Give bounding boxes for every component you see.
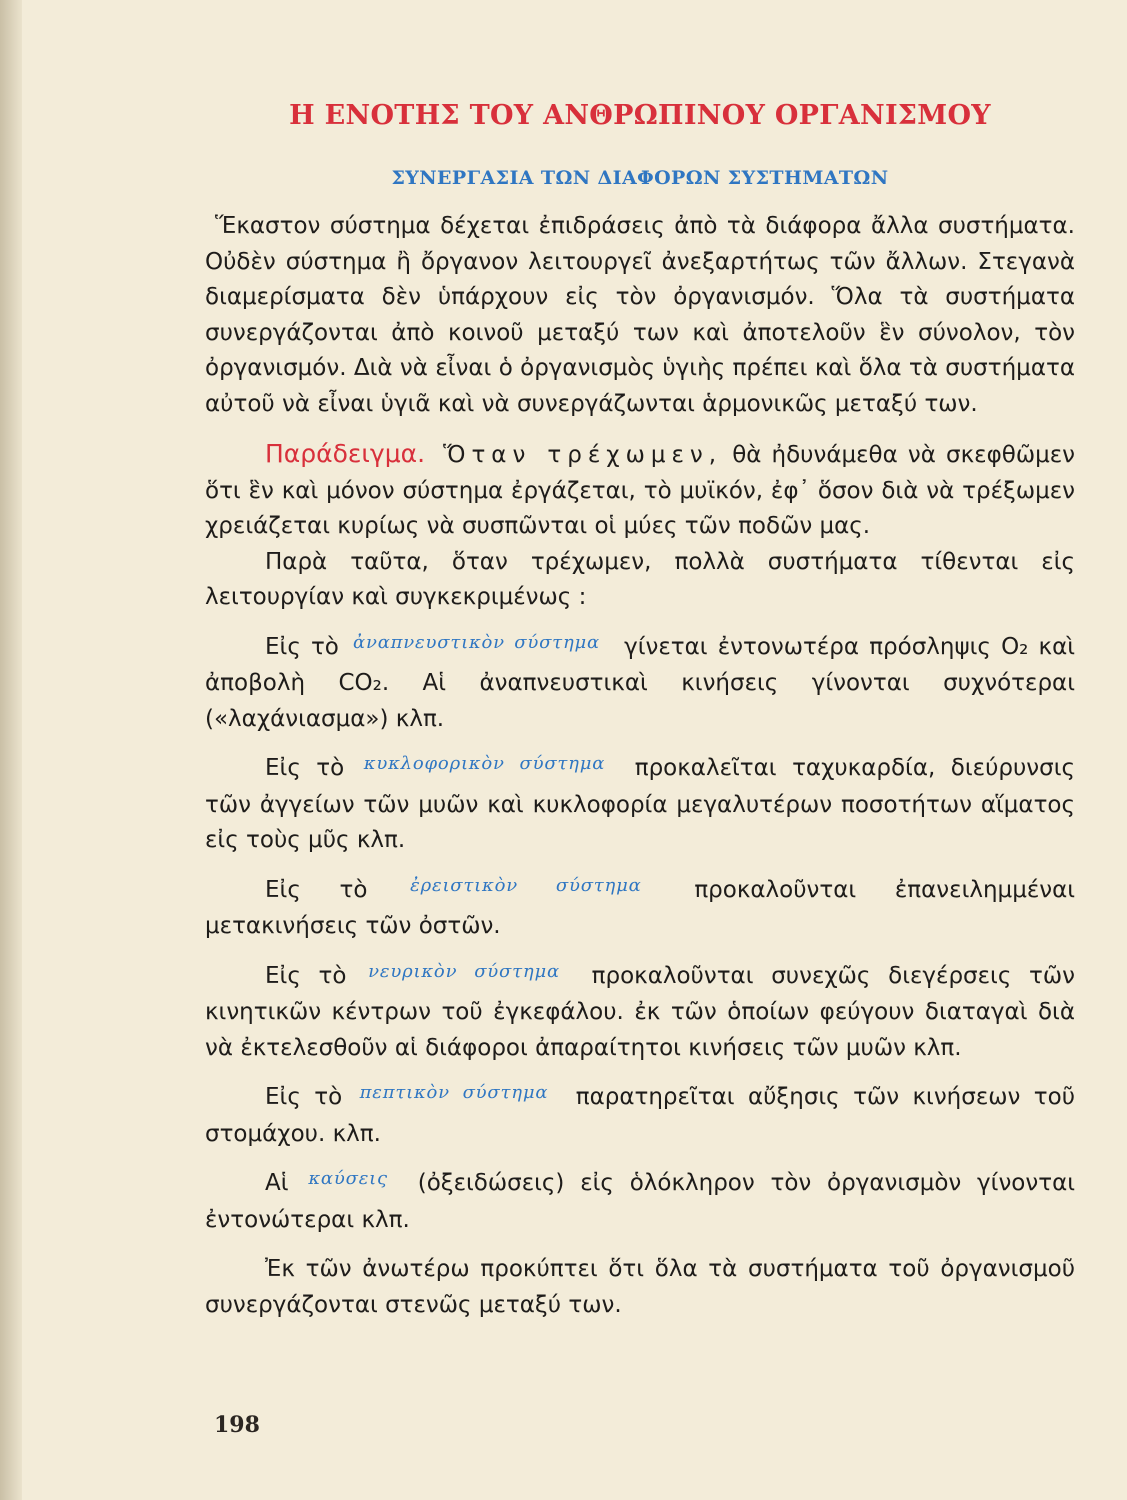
system-item-skeletal [205, 873, 1075, 945]
item-prefix: Εἰς τὸ [265, 876, 368, 903]
system-term: ἀναπνευστικὸν σύστημα [353, 631, 600, 653]
item-text: γίνεται ἐντονωτέρα πρόσληψις O₂ καὶ ἀποβολὴ CO₂. Αἱ ἀναπνευστικαὶ κινήσεις γίνονται συχνότεραι («λαχάνιασμα») κλπ. [205, 633, 1076, 732]
body-text [205, 209, 1075, 1323]
system-item-circulatory [205, 751, 1075, 859]
page-binding-edge [0, 0, 22, 1500]
system-item-respiratory [205, 630, 1075, 738]
system-term: νευρικὸν σύστημα [368, 960, 560, 982]
system-item-digestive [205, 1080, 1075, 1152]
system-term: καύσεις [308, 1168, 388, 1189]
section-subtitle: ΣΥΝΕΡΓΑΣΙΑ ΤΩΝ ΔΙΑΦΟΡΩΝ ΣΥΣΤΗΜΑΤΩΝ [391, 167, 889, 189]
system-term: πεπτικὸν σύστημα [359, 1082, 549, 1103]
conclusion-paragraph: Ἐκ τῶν ἀνωτέρω προκύπτει ὅτι ὅλα τὰ συστήματα τοῦ ὀργανισμοῦ συνεργάζονται στενῶς μεταξύ των. [205, 1256, 1075, 1318]
chapter-title: Η ΕΝΟΤΗΣ ΤΟΥ ΑΝΘΡΩΠΙΝΟΥ ΟΡΓΑΝΙΣΜΟΥ [289, 100, 991, 131]
item-text: προκαλοῦνται συνεχῶς διεγέρσεις τῶν κινητικῶν κέντρων τοῦ ἐγκεφάλου. ἐκ τῶν ὁποίων φεύγουν διαταγαὶ διὰ νὰ ἐκτελεσθοῦν αἱ διάφοροι ἀπαραίτητοι κινήσεις τῶν μυῶν κλπ. [205, 962, 1075, 1061]
item-prefix: Εἰς τὸ [265, 962, 347, 989]
system-item-combustion [205, 1166, 1075, 1238]
lead-paragraph: Παρὰ ταῦτα, ὅταν τρέχωμεν, πολλὰ συστήματα τίθενται εἰς λειτουργίαν καὶ συγκεκριμένως : [205, 548, 1075, 610]
intro-paragraph: Ἕκαστον σύστημα δέχεται ἐπιδράσεις ἀπὸ τὰ διάφορα ἄλλα συστήματα. Οὐδὲν σύστημα ἢ ὄργανον λειτουργεῖ ἀνεξαρτήτως τῶν ἄλλων. Στεγανὰ διαμερίσματα δὲν ὑπάρχουν εἰς τὸν ὀργανισμόν. Ὅλα τὰ συστήματα συνεργάζονται ἀπὸ κοινοῦ μεταξύ των καὶ ἀποτελοῦν ἓν σύνολον, τὸν ὀργανισμόν. Διὰ νὰ εἶναι ὁ ὀργανισμὸς ὑγιὴς πρέπει καὶ ὅλα τὰ συστήματα αὐτοῦ νὰ εἶναι ὑγιᾶ καὶ νὰ συνεργάζωνται ἁρμονικῶς μεταξύ των. [205, 213, 1075, 417]
item-text: παρατηρεῖται αὔξησις τῶν κινήσεων τοῦ στομάχου. κλπ. [205, 1084, 1076, 1147]
page-number: 198 [214, 1412, 260, 1438]
example-text: θὰ ἠδυνάμεθα νὰ σκεφθῶμεν ὅτι ἓν καὶ μόνον σύστημα ἐργάζεται, τὸ μυϊκόν, ἐφ᾽ ὅσον διὰ νὰ τρέξωμεν χρειάζεται κυρίως νὰ συσπῶνται οἱ μύες τῶν ποδῶν μας. [205, 442, 1075, 539]
item-text: προκαλοῦνται ἐπανειλημμέναι μετακινήσεις τῶν ὀστῶν. [205, 876, 1076, 939]
example-label: Παράδειγμα. [265, 439, 426, 468]
system-term: ἐρειστικὸν σύστημα [410, 874, 642, 896]
system-item-nervous [205, 959, 1075, 1067]
example-paragraph [205, 436, 1075, 545]
system-term: κυκλοφορικὸν σύστημα [363, 753, 606, 774]
item-text: (ὀξειδώσεις) εἰς ὁλόκληρον τὸν ὀργανισμὸν γίνονται ἐντονώτεραι κλπ. [205, 1170, 1076, 1233]
example-lead: Ὅταν τρέχωμεν, [443, 442, 723, 468]
item-prefix: Εἰς τὸ [265, 755, 345, 781]
item-prefix: Αἱ [265, 1170, 289, 1196]
item-prefix: Εἰς τὸ [265, 633, 339, 660]
item-prefix: Εἰς τὸ [265, 1084, 343, 1110]
item-text: προκαλεῖται ταχυκαρδία, διεύρυνσις τῶν ἀγγείων τῶν μυῶν καὶ κυκλοφορία μεγαλυτέρων ποσοτήτων αἵματος εἰς τοὺς μῦς κλπ. [205, 755, 1076, 853]
book-page [205, 100, 1075, 1323]
